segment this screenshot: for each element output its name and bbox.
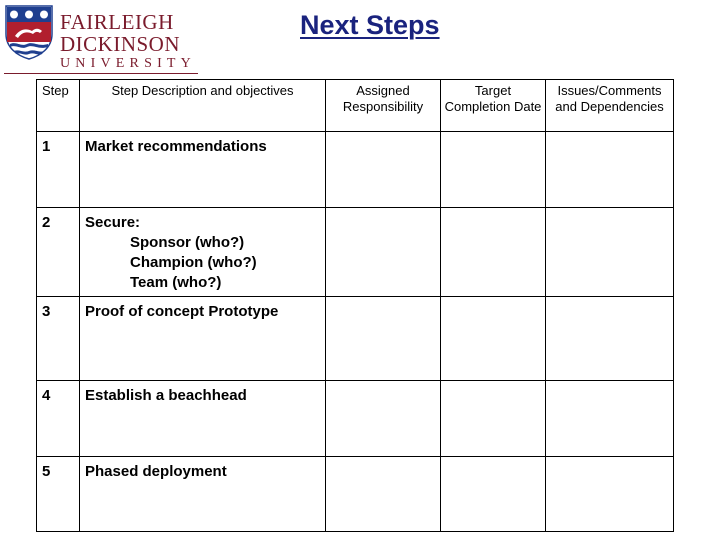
responsibility-cell[interactable]: [326, 132, 441, 208]
column-header-responsibility: Assigned Responsibility: [326, 80, 441, 132]
column-header-description: Step Description and objectives: [80, 80, 326, 132]
sub-item: Team (who?): [130, 274, 222, 291]
issues-cell[interactable]: [546, 457, 674, 532]
step-description-cell: [80, 208, 326, 297]
column-header-issues: Issues/Comments and Dependencies: [546, 80, 674, 132]
target-date-cell[interactable]: [441, 132, 546, 208]
logo-wordmark: [60, 12, 196, 71]
column-header-step: Step: [37, 80, 80, 132]
column-header-target-date: Target Completion Date: [441, 80, 546, 132]
university-shield-icon: [4, 4, 54, 60]
responsibility-cell[interactable]: [326, 457, 441, 532]
issues-cell[interactable]: [546, 381, 674, 457]
table-row: [37, 381, 674, 457]
responsibility-cell[interactable]: [326, 208, 441, 297]
step-description: Market recommendations: [80, 132, 326, 208]
target-date-cell[interactable]: [441, 208, 546, 297]
target-date-cell[interactable]: [441, 297, 546, 381]
target-date-cell[interactable]: [441, 381, 546, 457]
sub-item: Champion (who?): [130, 254, 257, 271]
table-row: [37, 208, 674, 297]
step-number: 2: [37, 208, 80, 297]
step-number: 3: [37, 297, 80, 381]
step-number: 5: [37, 457, 80, 532]
step-description: Phased deployment: [80, 457, 326, 532]
issues-cell[interactable]: [546, 297, 674, 381]
issues-cell[interactable]: [546, 132, 674, 208]
university-logo: [4, 4, 196, 71]
issues-cell[interactable]: [546, 208, 674, 297]
sub-item: Sponsor (who?): [130, 234, 245, 251]
header-divider: [4, 73, 198, 74]
next-steps-table: [36, 79, 674, 532]
step-description: Proof of concept Prototype: [80, 297, 326, 381]
logo-line-university: UNIVERSITY: [60, 56, 196, 71]
responsibility-cell[interactable]: [326, 297, 441, 381]
table-row: [37, 297, 674, 381]
table-row: [37, 132, 674, 208]
step-description: Secure:: [85, 214, 141, 231]
step-number: 4: [37, 381, 80, 457]
table-row: [37, 457, 674, 532]
table-header-row: [37, 80, 674, 132]
logo-line-fairleigh: FAIRLEIGH: [60, 10, 174, 34]
page-title: Next Steps: [300, 10, 440, 40]
step-description: Establish a beachhead: [80, 381, 326, 457]
step-number: 1: [37, 132, 80, 208]
target-date-cell[interactable]: [441, 457, 546, 532]
logo-line-dickinson: DICKINSON: [60, 32, 180, 56]
responsibility-cell[interactable]: [326, 381, 441, 457]
